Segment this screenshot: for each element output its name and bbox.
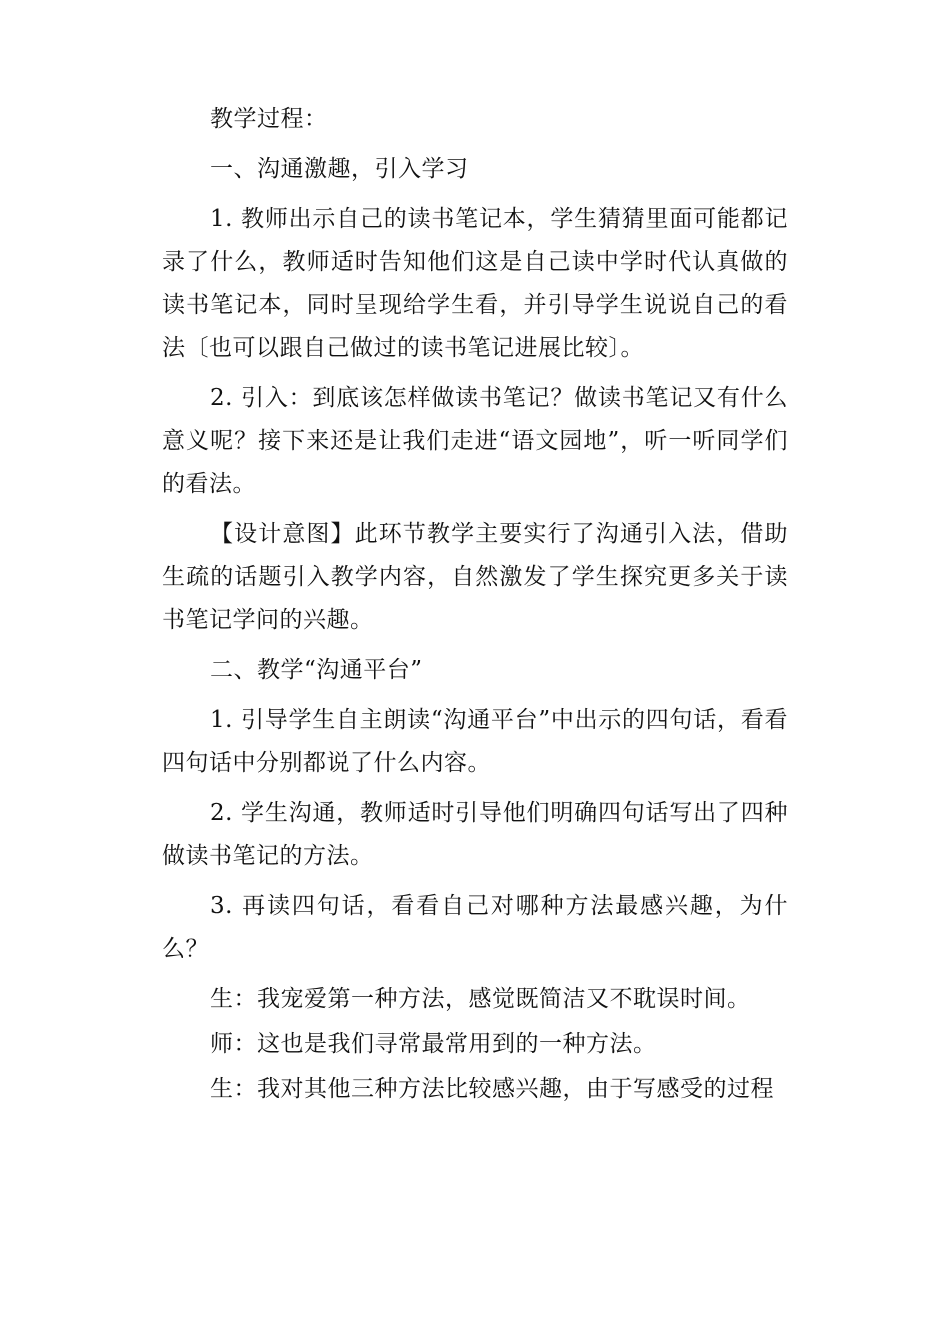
- document-body: [162, 98, 788, 1113]
- paragraph-step-1b: 1. 引导学生自主朗读“沟通平台”中出示的四句话，看看四句话中分别都说了什么内容。: [162, 707, 788, 776]
- paragraph-design-intent: 【设计意图】此环节教学主要实行了沟通引入法，借助生疏的话题引入教学内容，自然激发了学生探究更多关于读书笔记学问的兴趣。: [162, 521, 788, 633]
- dialogue-line: 生：我宠爱第一种方法，感觉既简洁又不耽误时间。: [210, 986, 751, 1012]
- paragraph-step-2: 2. 引入：到底该怎样做读书笔记？做读书笔记又有什么意义呢？接下来还是让我们走进“语文园地”，听一听同学们的看法。: [162, 385, 788, 497]
- paragraph-step-2b: 2. 学生沟通，教师适时引导他们明确四句话写出了四种做读书笔记的方法。: [162, 800, 788, 869]
- dialogue-line: 师：这也是我们寻常最常用到的一种方法。: [210, 1031, 657, 1057]
- paragraph-step-3b: 3. 再读四句话，看看自己对哪种方法最感兴趣，为什么？: [162, 893, 788, 962]
- section-heading-two: 二、教学“沟通平台”: [210, 657, 423, 683]
- paragraph-step-1: 1. 教师出示自己的读书笔记本，学生猜猜里面可能都记录了什么，教师适时告知他们这是自己读中学时代认真做的读书笔记本，同时呈现给学生看，并引导学生说说自己的看法〔也可以跟自己做过的读书笔记进展比较〕。: [162, 206, 788, 361]
- section-heading-process: 教学过程：: [210, 106, 328, 132]
- dialogue-line: 生：我对其他三种方法比较感兴趣，由于写感受的过程: [210, 1076, 774, 1102]
- section-heading-one: 一、沟通激趣，引入学习: [210, 156, 469, 182]
